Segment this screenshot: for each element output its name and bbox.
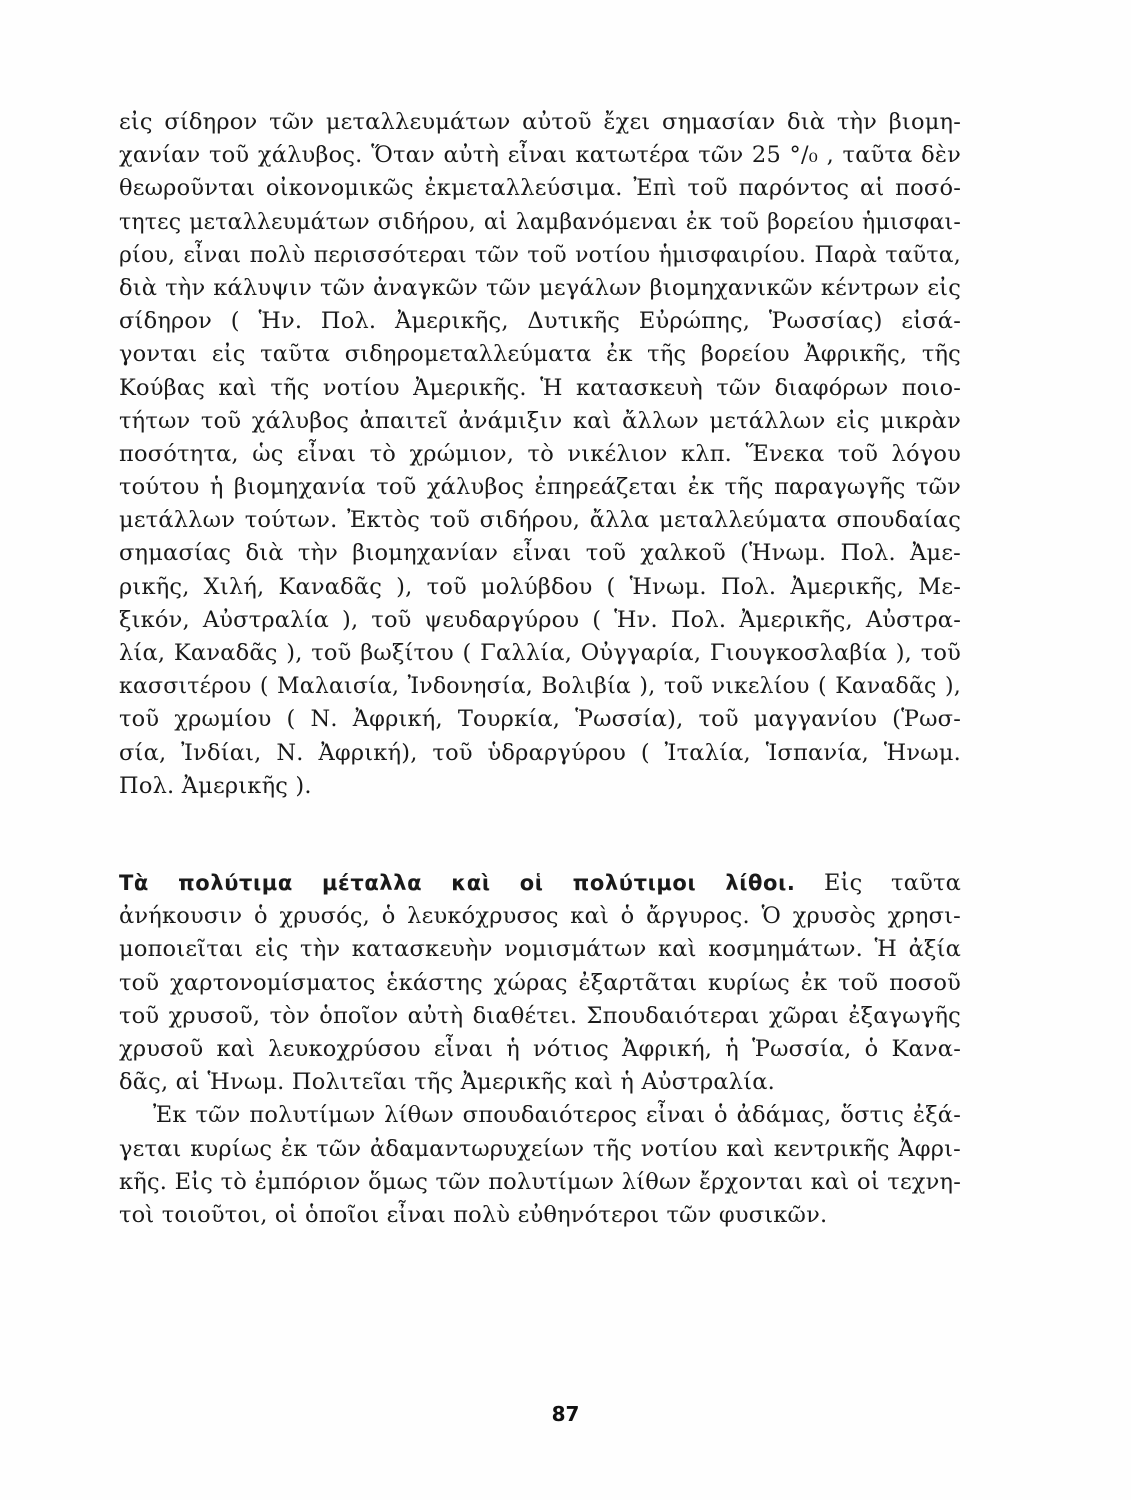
text-line: διὰ τὴν κάλυψιν τῶν ἀναγκῶν τῶν μεγάλων βιομηχανικῶν κέντρων εἰς: [119, 274, 961, 301]
text-line: τοῦ χαρτονομίσματος ἑκάστης χώρας ἐξαρτᾶται κυρίως ἐκ τοῦ ποσοῦ: [119, 969, 961, 996]
text-line: δᾶς, αἱ Ἡνωμ. Πολιτεῖαι τῆς Ἀμερικῆς καὶ ἡ Αὐστραλία.: [119, 1069, 776, 1096]
text-line: σημασίας διὰ τὴν βιομηχανίαν εἶναι τοῦ χαλκοῦ (Ἡνωμ. Πολ. Ἀμε-: [119, 540, 961, 567]
text-line: γονται εἰς ταῦτα σιδηρομεταλλεύματα ἐκ τῆς βορείου Ἀφρικῆς, τῆς: [119, 341, 961, 368]
text-line: σία, Ἰνδίαι, Ν. Ἀφρική), τοῦ ὑδραργύρου ( Ἰταλία, Ἱσπανία, Ἡνωμ.: [119, 739, 961, 766]
text-line: κῆς. Εἰς τὸ ἐμπόριον ὅμως τῶν πολυτίμων λίθων ἔρχονται καὶ οἱ τεχνη-: [119, 1168, 961, 1195]
text-line: Ἐκ τῶν πολυτίμων λίθων σπουδαιότερος εἶναι ὁ ἀδάμας, ὅστις ἐξά-: [153, 1102, 961, 1129]
heading-line-rest: Εἰς ταῦτα: [824, 870, 962, 896]
section-heading: Τὰ πολύτιμα μέταλλα καὶ οἱ πολύτιμοι λίθοι.: [119, 871, 796, 895]
text-line: σίδηρον ( Ἡν. Πολ. Ἀμερικῆς, Δυτικῆς Εὐρώπης, Ῥωσσίας) εἰσά-: [119, 308, 961, 335]
text-line: Κούβας καὶ τῆς νοτίου Ἀμερικῆς. Ἡ κατασκευὴ τῶν διαφόρων ποιο-: [119, 374, 961, 401]
text-line: τοὶ τοιοῦτοι, οἱ ὁποῖοι εἶναι πολὺ εὐθηνότεροι τῶν φυσικῶν.: [119, 1201, 828, 1228]
text-line: ρίου, εἶναι πολὺ περισσότεραι τῶν τοῦ νοτίου ἡμισφαιρίου. Παρὰ ταῦτα,: [119, 242, 961, 268]
text-line: τοῦ χρωμίου ( Ν. Ἀφρική, Τουρκία, Ῥωσσία), τοῦ μαγγανίου (Ῥωσ-: [119, 706, 961, 733]
page-number: 87: [551, 1402, 580, 1426]
text-line: Πολ. Ἀμερικῆς ).: [119, 772, 312, 799]
text-line: εἰς σίδηρον τῶν μεταλλευμάτων αὐτοῦ ἔχει σημασίαν διὰ τὴν βιομη-: [119, 109, 961, 135]
section-precious-metals: [119, 867, 961, 1232]
text-line: τητες μεταλλευμάτων σιδήρου, αἱ λαμβανόμεναι ἐκ τοῦ βορείου ἡμισφαι-: [119, 209, 961, 235]
text-line: τήτων τοῦ χάλυβος ἀπαιτεῖ ἀνάμιξιν καὶ ἄλλων μετάλλων εἰς μικρὰν: [119, 407, 961, 434]
paragraph-metal-ores: [119, 106, 961, 803]
text-line: ποσότητα, ὡς εἶναι τὸ χρώμιον, τὸ νικέλιον κλπ. Ἕνεκα τοῦ λόγου: [119, 440, 961, 467]
text-line: τοῦ χρυσοῦ, τὸν ὁποῖον αὐτὴ διαθέτει. Σπουδαιότεραι χῶραι ἐξαγωγῆς: [119, 1002, 961, 1029]
text-line: χανίαν τοῦ χάλυβος. Ὅταν αὐτὴ εἶναι κατωτέρα τῶν 25 °/₀ , ταῦτα δὲν: [119, 142, 961, 169]
text-line: κασσιτέρου ( Μαλαισία, Ἰνδονησία, Βολιβία ), τοῦ νικελίου ( Καναδᾶς ),: [119, 674, 961, 700]
text-line: ρικῆς, Χιλή, Καναδᾶς ), τοῦ μολύβδου ( Ἡνωμ. Πολ. Ἀμερικῆς, Με-: [119, 573, 961, 600]
text-line: θεωροῦνται οἰκονομικῶς ἐκμεταλλεύσιμα. Ἐπὶ τοῦ παρόντος αἱ ποσό-: [119, 175, 961, 202]
text-line: μετάλλων τούτων. Ἐκτὸς τοῦ σιδήρου, ἄλλα μεταλλεύματα σπουδαίας: [119, 507, 961, 534]
text-line: λία, Καναδᾶς ), τοῦ βωξίτου ( Γαλλία, Οὐγγαρία, Γιουγκοσλαβία ), τοῦ: [119, 640, 961, 666]
text-line: τούτου ἡ βιομηχανία τοῦ χάλυβος ἐπηρεάζεται ἐκ τῆς παραγωγῆς τῶν: [119, 474, 961, 501]
text-line: ξικόν, Αὐστραλία ), τοῦ ψευδαργύρου ( Ἡν. Πολ. Ἀμερικῆς, Αὐστρα-: [119, 606, 961, 633]
text-line: γεται κυρίως ἐκ τῶν ἀδαμαντωρυχείων τῆς νοτίου καὶ κεντρικῆς Ἀφρι-: [119, 1135, 961, 1162]
section-first-line: [119, 867, 961, 900]
text-line: χρυσοῦ καὶ λευκοχρύσου εἶναι ἡ νότιος Ἀφρική, ἡ Ῥωσσία, ὁ Κανα-: [119, 1035, 961, 1062]
text-line: μοποιεῖται εἰς τὴν κατασκευὴν νομισμάτων καὶ κοσμημάτων. Ἡ ἀξία: [119, 936, 961, 963]
text-line: ἀνήκουσιν ὁ χρυσός, ὁ λευκόχρυσος καὶ ὁ ἄργυρος. Ὁ χρυσὸς χρησι-: [119, 903, 961, 930]
